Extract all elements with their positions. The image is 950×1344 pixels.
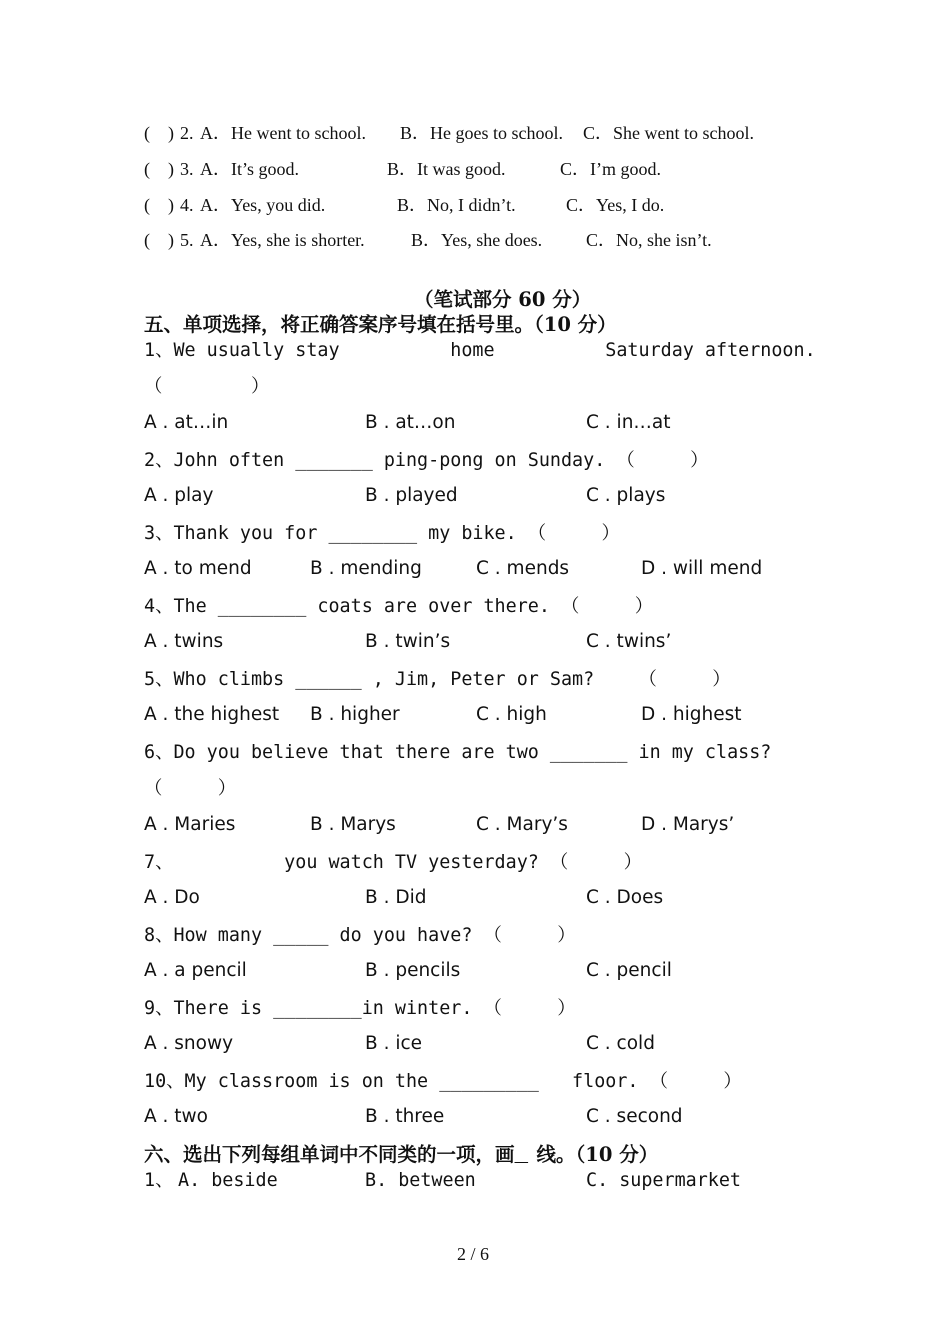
option-a: A . a pencil: [144, 960, 247, 981]
option-b: B . twin’s: [365, 631, 451, 652]
question-stem: 8、How many _____ do you have? （ ）: [144, 925, 576, 946]
listening-blank: ( ): [144, 159, 174, 179]
listening-blank: ( ): [144, 195, 174, 215]
listening-option-b: B．No, I didn’t.: [397, 195, 516, 215]
section-6-option-c: C. supermarket: [586, 1170, 742, 1191]
listening-option-b: B．He goes to school.: [400, 123, 563, 143]
option-c: C . pencil: [586, 960, 672, 981]
option-b: B . at…on: [365, 412, 456, 433]
listening-number: 2.: [180, 123, 194, 143]
option-a: A . snowy: [144, 1033, 234, 1054]
option-d: D . will mend: [641, 558, 763, 579]
option-c: C . Mary’s: [476, 814, 568, 835]
option-c: C . in…at: [586, 412, 671, 433]
option-b: B . Did: [365, 887, 427, 908]
option-a: A . Do: [144, 887, 200, 908]
question-stem: 6、Do you believe that there are two _______ in my class?: [144, 742, 772, 763]
option-b: B . Marys: [310, 814, 396, 835]
listening-option-a: A．Yes, she is shorter.: [200, 230, 365, 250]
option-b: B . pencils: [365, 960, 461, 981]
question-stem: 7、 you watch TV yesterday? （ ）: [144, 852, 643, 873]
listening-option-a: A．Yes, you did.: [200, 195, 326, 215]
question-stem: 10、My classroom is on the _________ floor. （ ）: [144, 1071, 742, 1092]
option-c: C . second: [586, 1106, 683, 1127]
option-a: A . play: [144, 485, 214, 506]
option-c: C . high: [476, 704, 547, 725]
option-b: B . higher: [310, 704, 400, 725]
listening-option-b: B．Yes, she does.: [411, 230, 543, 250]
option-a: A . Maries: [144, 814, 236, 835]
listening-option-c: C．No, she isn’t.: [586, 230, 712, 250]
question-stem: 3、Thank you for ________ my bike. （ ）: [144, 523, 620, 544]
question-stem: 2、John often _______ ping-pong on Sunday. （ ）: [144, 450, 709, 471]
listening-blank: ( ): [144, 230, 174, 250]
listening-option-c: C．Yes, I do.: [566, 195, 665, 215]
option-a: A . twins: [144, 631, 224, 652]
question-stem: 1、We usually stay home Saturday afternoon.: [144, 340, 816, 361]
option-c: C . plays: [586, 485, 666, 506]
question-stem: 4、The ________ coats are over there. （ ）: [144, 596, 654, 617]
option-a: A . at…in: [144, 412, 229, 433]
section-6-title-text: 六、选出下列每组单词中不同类的一项，画: [144, 1143, 515, 1166]
section-6-option-b: B. between: [365, 1170, 476, 1191]
listening-number: 5.: [180, 230, 194, 250]
listening-number: 3.: [180, 159, 194, 179]
option-b: B . played: [365, 485, 458, 506]
option-a: A . two: [144, 1106, 209, 1127]
listening-option-b: B．It was good.: [387, 159, 506, 179]
page-number: 2 / 6: [457, 1244, 490, 1264]
section-6-title-underline: [515, 1145, 537, 1165]
answer-bracket: （ ）: [144, 778, 237, 799]
listening-option-a: A．It’s good.: [200, 159, 299, 179]
option-b: B . ice: [365, 1033, 423, 1054]
section-6-title-text-end: 线。（10 分）: [536, 1143, 659, 1166]
listening-blank: ( ): [144, 123, 174, 143]
listening-option-a: A．He went to school.: [200, 123, 366, 143]
listening-option-c: C．She went to school.: [583, 123, 754, 143]
option-c: C . twins’: [586, 631, 672, 652]
option-a: A . to mend: [144, 558, 252, 579]
option-d: D . Marys’: [641, 814, 735, 835]
option-d: D . highest: [641, 704, 742, 725]
option-a: A . the highest: [144, 704, 280, 725]
written-part-heading: （笔试部分 60 分）: [414, 288, 592, 311]
option-c: C . Does: [586, 887, 664, 908]
question-stem: 9、There is ________in winter. （ ）: [144, 998, 576, 1019]
section-6-title: [144, 1145, 658, 1165]
option-c: C . mends: [476, 558, 570, 579]
option-b: B . three: [365, 1106, 445, 1127]
section-5-title: 五、单项选择，将正确答案序号填在括号里。（10 分）: [144, 313, 617, 336]
answer-bracket: （ ）: [144, 376, 270, 397]
listening-option-c: C．I’m good.: [560, 159, 661, 179]
option-b: B . mending: [310, 558, 422, 579]
listening-number: 4.: [180, 195, 194, 215]
option-c: C . cold: [586, 1033, 655, 1054]
section-6-option-a: A. beside: [178, 1170, 278, 1191]
section-6-item-number: 1、: [144, 1170, 174, 1191]
question-stem: 5、Who climbs ______ , Jim, Peter or Sam? （ ）: [144, 669, 731, 690]
